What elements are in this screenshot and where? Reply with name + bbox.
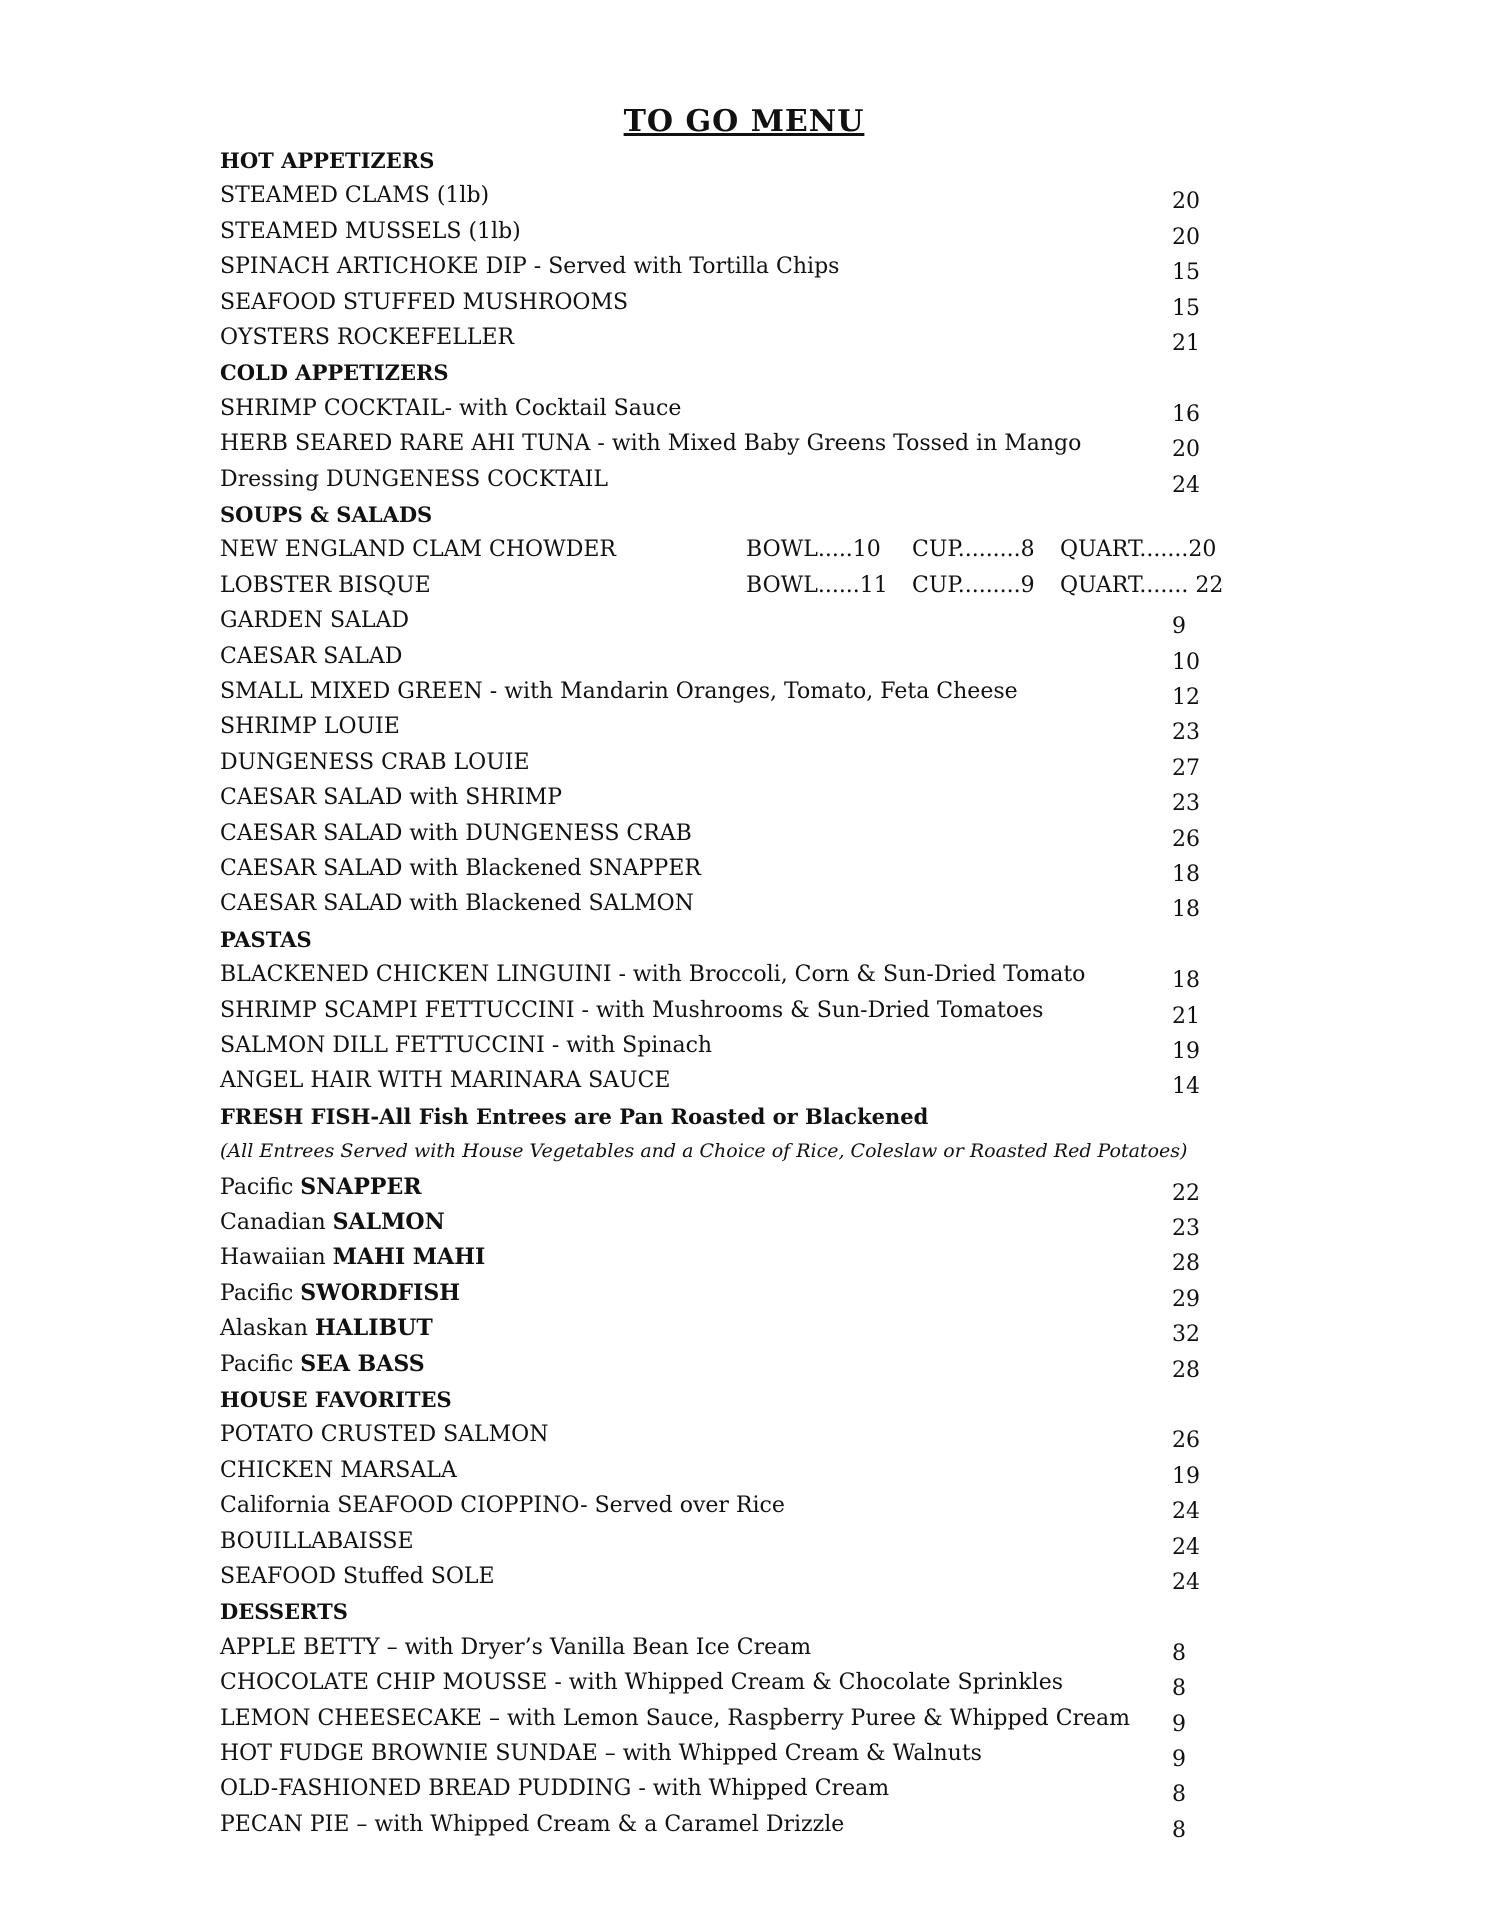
- cup-price: CUP.........9: [912, 573, 1035, 598]
- item-price: 9: [1172, 1747, 1186, 1772]
- menu-item: [220, 1808, 1212, 1841]
- item-name: HERB SEARED RARE AHI TUNA - with Mixed Baby Greens Tossed in Mango: [220, 431, 1082, 456]
- item-price: 16: [1172, 402, 1200, 427]
- item-price: 19: [1172, 1464, 1200, 1489]
- item-name: [220, 1171, 422, 1204]
- menu-item: [220, 640, 1212, 673]
- menu-item: [220, 286, 1212, 319]
- item-name: SHRIMP COCKTAIL- with Cocktail Sauce: [220, 396, 682, 421]
- menu-item: [220, 1631, 1212, 1664]
- item-name: SMALL MIXED GREEN - with Mandarin Oranges, Tomato, Feta Cheese: [220, 679, 1018, 704]
- section-heading-text: FRESH FISH-All Fish Entrees are Pan Roasted or Blackened: [220, 1104, 929, 1129]
- section-heading: [220, 1595, 1212, 1628]
- menu-item: [220, 1418, 1212, 1451]
- section-heading: [220, 1100, 1212, 1133]
- item-name: LEMON CHEESECAKE – with Lemon Sauce, Raspberry Puree & Whipped Cream: [220, 1706, 1131, 1731]
- menu-title: TO GO MENU: [623, 104, 865, 139]
- item-price: 23: [1172, 1216, 1200, 1241]
- section-heading: [220, 144, 1212, 177]
- item-name: PECAN PIE – with Whipped Cream & a Caramel Drizzle: [220, 1812, 845, 1837]
- item-name: BOUILLABAISSE: [220, 1529, 414, 1554]
- item-price: 18: [1172, 897, 1200, 922]
- menu-item: [220, 392, 1212, 425]
- menu-item: [220, 781, 1212, 814]
- item-price: 26: [1172, 827, 1200, 852]
- item-name: SEAFOOD Stuffed SOLE: [220, 1564, 495, 1589]
- item-price: 8: [1172, 1818, 1186, 1843]
- menu-item-soup: [220, 569, 1224, 602]
- menu-item-fish: [220, 1312, 1212, 1345]
- item-name: STEAMED CLAMS (1lb): [220, 183, 490, 208]
- item-name: APPLE BETTY – with Dryer’s Vanilla Bean Ice Cream: [220, 1635, 812, 1660]
- item-name: California SEAFOOD CIOPPINO- Served over Rice: [220, 1493, 785, 1518]
- item-name: CHOCOLATE CHIP MOUSSE - with Whipped Cream & Chocolate Sprinkles: [220, 1670, 1064, 1695]
- item-name: CAESAR SALAD with Blackened SALMON: [220, 891, 694, 916]
- menu-item: [220, 1702, 1212, 1735]
- item-name: POTATO CRUSTED SALMON: [220, 1422, 549, 1447]
- item-name: SEAFOOD STUFFED MUSHROOMS: [220, 290, 629, 315]
- bowl-price: BOWL.....10: [746, 537, 881, 562]
- item-price: 15: [1172, 260, 1200, 285]
- menu-item: [220, 321, 1212, 354]
- item-name: [220, 1241, 485, 1274]
- menu-item: [220, 1489, 1212, 1522]
- item-price: 32: [1172, 1322, 1200, 1347]
- item-price: 23: [1172, 791, 1200, 816]
- menu-item: [220, 1525, 1212, 1558]
- item-name: GARDEN SALAD: [220, 608, 410, 633]
- menu-item: [220, 604, 1212, 637]
- cup-price: CUP.........8: [912, 537, 1035, 562]
- section-heading-text: PASTAS: [220, 927, 312, 952]
- item-price: 28: [1172, 1358, 1200, 1383]
- menu-item: [220, 1029, 1212, 1062]
- fish-type: SNAPPER: [300, 1174, 422, 1200]
- item-price: 15: [1172, 296, 1200, 321]
- menu-item: [220, 215, 1212, 248]
- section-heading-text: SOUPS & SALADS: [220, 502, 433, 527]
- item-price: 9: [1172, 614, 1186, 639]
- section-heading-text: HOT APPETIZERS: [220, 148, 435, 173]
- fish-origin: Hawaiian: [220, 1245, 326, 1270]
- item-price: 20: [1172, 225, 1200, 250]
- menu-item: [220, 1772, 1212, 1805]
- item-name: HOT FUDGE BROWNIE SUNDAE – with Whipped Cream & Walnuts: [220, 1741, 982, 1766]
- item-name: [220, 1312, 433, 1345]
- item-price: 27: [1172, 756, 1200, 781]
- item-price: 24: [1172, 1570, 1200, 1595]
- fish-origin: Pacific: [220, 1352, 294, 1377]
- item-name: Dressing DUNGENESS COCKTAIL: [220, 467, 608, 492]
- item-name: SALMON DILL FETTUCCINI - with Spinach: [220, 1033, 713, 1058]
- menu-item: [220, 1737, 1212, 1770]
- menu-item-fish: [220, 1277, 1212, 1310]
- menu-item: [220, 675, 1212, 708]
- menu-item: [220, 427, 1212, 460]
- item-price: 23: [1172, 720, 1200, 745]
- section-note-text: (All Entrees Served with House Vegetables and a Choice of Rice, Coleslaw or Roasted Red Potatoes): [220, 1140, 1188, 1162]
- item-price: 9: [1172, 1712, 1186, 1737]
- item-price: 8: [1172, 1676, 1186, 1701]
- section-heading-text: HOUSE FAVORITES: [220, 1387, 452, 1412]
- menu-item: [220, 817, 1212, 850]
- menu-item-fish: [220, 1206, 1212, 1239]
- item-price: 20: [1172, 189, 1200, 214]
- bowl-price: BOWL......11: [746, 573, 888, 598]
- menu-item: [220, 887, 1212, 920]
- item-price: 14: [1172, 1074, 1200, 1099]
- item-name: SHRIMP LOUIE: [220, 714, 400, 739]
- section-heading: [220, 498, 1212, 531]
- fish-type: SALMON: [332, 1209, 445, 1235]
- item-name: CAESAR SALAD: [220, 644, 403, 669]
- item-price: 19: [1172, 1039, 1200, 1064]
- menu-item: [220, 746, 1212, 779]
- item-name: CAESAR SALAD with Blackened SNAPPER: [220, 856, 701, 881]
- menu-item: [220, 1560, 1212, 1593]
- item-name: SHRIMP SCAMPI FETTUCCINI - with Mushrooms & Sun-Dried Tomatoes: [220, 998, 1044, 1023]
- item-name: DUNGENESS CRAB LOUIE: [220, 750, 530, 775]
- item-name: CHICKEN MARSALA: [220, 1458, 457, 1483]
- fish-origin: Pacific: [220, 1175, 294, 1200]
- item-name: NEW ENGLAND CLAM CHOWDER: [220, 537, 616, 562]
- fish-type: HALIBUT: [314, 1315, 433, 1341]
- menu-item-fish: [220, 1241, 1212, 1274]
- item-price: 18: [1172, 862, 1200, 887]
- item-name: OLD-FASHIONED BREAD PUDDING - with Whipped Cream: [220, 1776, 890, 1801]
- item-name: LOBSTER BISQUE: [220, 573, 431, 598]
- item-price: 8: [1172, 1641, 1186, 1666]
- section-heading: [220, 923, 1212, 956]
- item-name: BLACKENED CHICKEN LINGUINI - with Broccoli, Corn & Sun-Dried Tomato: [220, 962, 1086, 987]
- item-name: SPINACH ARTICHOKE DIP - Served with Tortilla Chips: [220, 254, 840, 279]
- item-price: 24: [1172, 473, 1200, 498]
- item-price: 29: [1172, 1287, 1200, 1312]
- menu-item: [220, 1666, 1212, 1699]
- section-heading: [220, 356, 1212, 389]
- fish-type: SEA BASS: [300, 1351, 425, 1377]
- quart-price: QUART....... 22: [1060, 573, 1224, 598]
- menu-item: [220, 250, 1212, 283]
- item-name: CAESAR SALAD with DUNGENESS CRAB: [220, 821, 692, 846]
- item-price: 21: [1172, 1004, 1200, 1029]
- item-name: CAESAR SALAD with SHRIMP: [220, 785, 563, 810]
- menu-item: [220, 463, 1212, 496]
- item-price: 22: [1172, 1181, 1200, 1206]
- item-name: [220, 1206, 445, 1239]
- menu-item-fish: [220, 1171, 1212, 1204]
- section-heading-text: DESSERTS: [220, 1599, 348, 1624]
- item-price: 26: [1172, 1428, 1200, 1453]
- item-price: 12: [1172, 685, 1200, 710]
- menu-item: [220, 179, 1212, 212]
- item-price: 28: [1172, 1251, 1200, 1276]
- item-price: 8: [1172, 1782, 1186, 1807]
- item-price: 20: [1172, 437, 1200, 462]
- menu-item-soup: [220, 533, 1217, 566]
- menu-item: [220, 710, 1212, 743]
- section-note: [220, 1135, 1212, 1168]
- item-price: 24: [1172, 1535, 1200, 1560]
- menu-item: [220, 1064, 1212, 1097]
- fish-origin: Alaskan: [220, 1316, 308, 1341]
- item-price: 21: [1172, 331, 1200, 356]
- menu-item: [220, 994, 1212, 1027]
- fish-origin: Pacific: [220, 1281, 294, 1306]
- fish-origin: Canadian: [220, 1210, 326, 1235]
- menu-item-fish: [220, 1348, 1212, 1381]
- quart-price: QUART.......20: [1060, 537, 1217, 562]
- item-name: OYSTERS ROCKEFELLER: [220, 325, 515, 350]
- item-price: 24: [1172, 1499, 1200, 1524]
- item-name: [220, 1348, 425, 1381]
- item-name: [220, 1277, 460, 1310]
- fish-type: SWORDFISH: [300, 1280, 461, 1306]
- section-heading-text: COLD APPETIZERS: [220, 360, 449, 385]
- item-name: STEAMED MUSSELS (1lb): [220, 219, 521, 244]
- menu-item: [220, 1454, 1212, 1487]
- item-price: 18: [1172, 968, 1200, 993]
- item-name: ANGEL HAIR WITH MARINARA SAUCE: [220, 1068, 671, 1093]
- menu-item: [220, 958, 1212, 991]
- menu-item: [220, 852, 1212, 885]
- section-heading: [220, 1383, 1212, 1416]
- fish-type: MAHI MAHI: [332, 1244, 486, 1270]
- item-price: 10: [1172, 650, 1200, 675]
